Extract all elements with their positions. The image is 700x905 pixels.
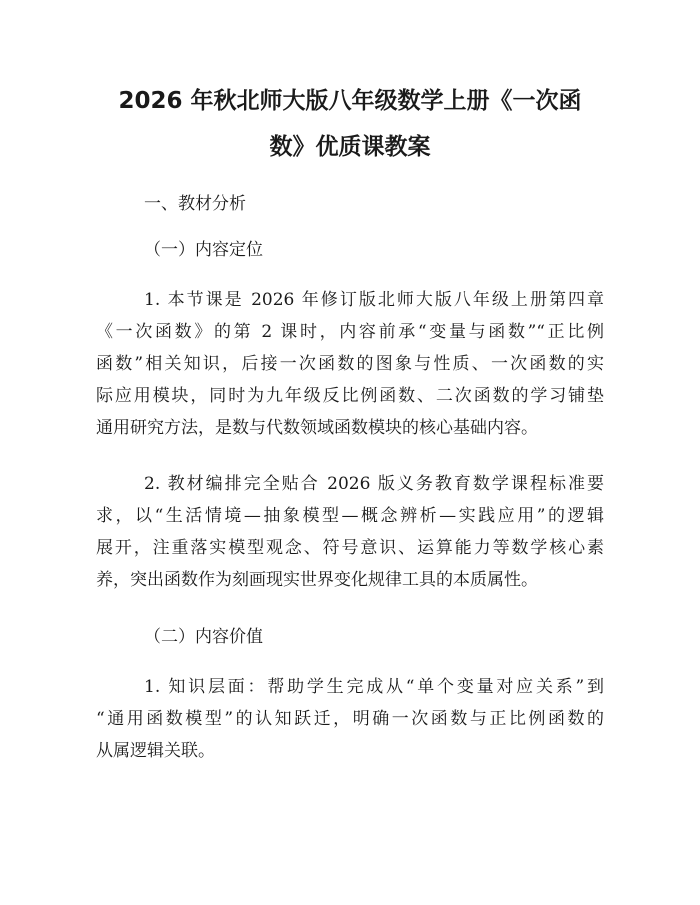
paragraph-line: 函数”相关知识，后接一次函数的图象与性质、一次函数的实 [96,354,604,374]
paragraph-content-value-1 [96,676,604,772]
paragraph-line: 从属逻辑关联。 [96,741,215,761]
subsection-heading-content-positioning: （一）内容定位 [144,240,263,260]
paragraph-line: 通用研究方法，是数与代数领域函数模块的核心基础内容。 [96,418,538,438]
paragraph-line: “通用函数模型”的认知跃迁，明确一次函数与正比例函数的 [96,709,604,729]
paragraph-line: 1. 本节课是 2026 年修订版北师大版八年级上册第四章 [144,290,604,310]
paragraph-line: 养，突出函数作为刻画现实世界变化规律工具的本质属性。 [96,570,538,590]
document-title-line-2: 数》优质课教案 [269,134,431,160]
paragraph-line: 2. 教材编排完全贴合 2026 版义务教育数学课程标准要 [144,474,604,494]
document-title-line-1: 2026 年秋北师大版八年级数学上册《一次函 [118,88,582,114]
paragraph-content-positioning-1 [96,289,604,449]
paragraph-line: 1. 知识层面：帮助学生完成从“单个变量对应关系”到 [144,677,604,697]
paragraph-line: 《一次函数》的第 2 课时，内容前承“变量与函数”“正比例 [96,322,604,342]
section-heading-teaching-material-analysis: 一、教材分析 [144,194,246,214]
subsection-heading-content-value: （二）内容价值 [144,627,263,647]
paragraph-line: 求，以“生活情境—抽象模型—概念辨析—实践应用”的逻辑 [96,506,604,526]
paragraph-line: 际应用模块，同时为九年级反比例函数、二次函数的学习铺垫 [96,386,604,406]
paragraph-content-positioning-2 [96,473,604,601]
paragraph-line: 展开，注重落实模型观念、符号意识、运算能力等数学核心素 [96,538,604,558]
